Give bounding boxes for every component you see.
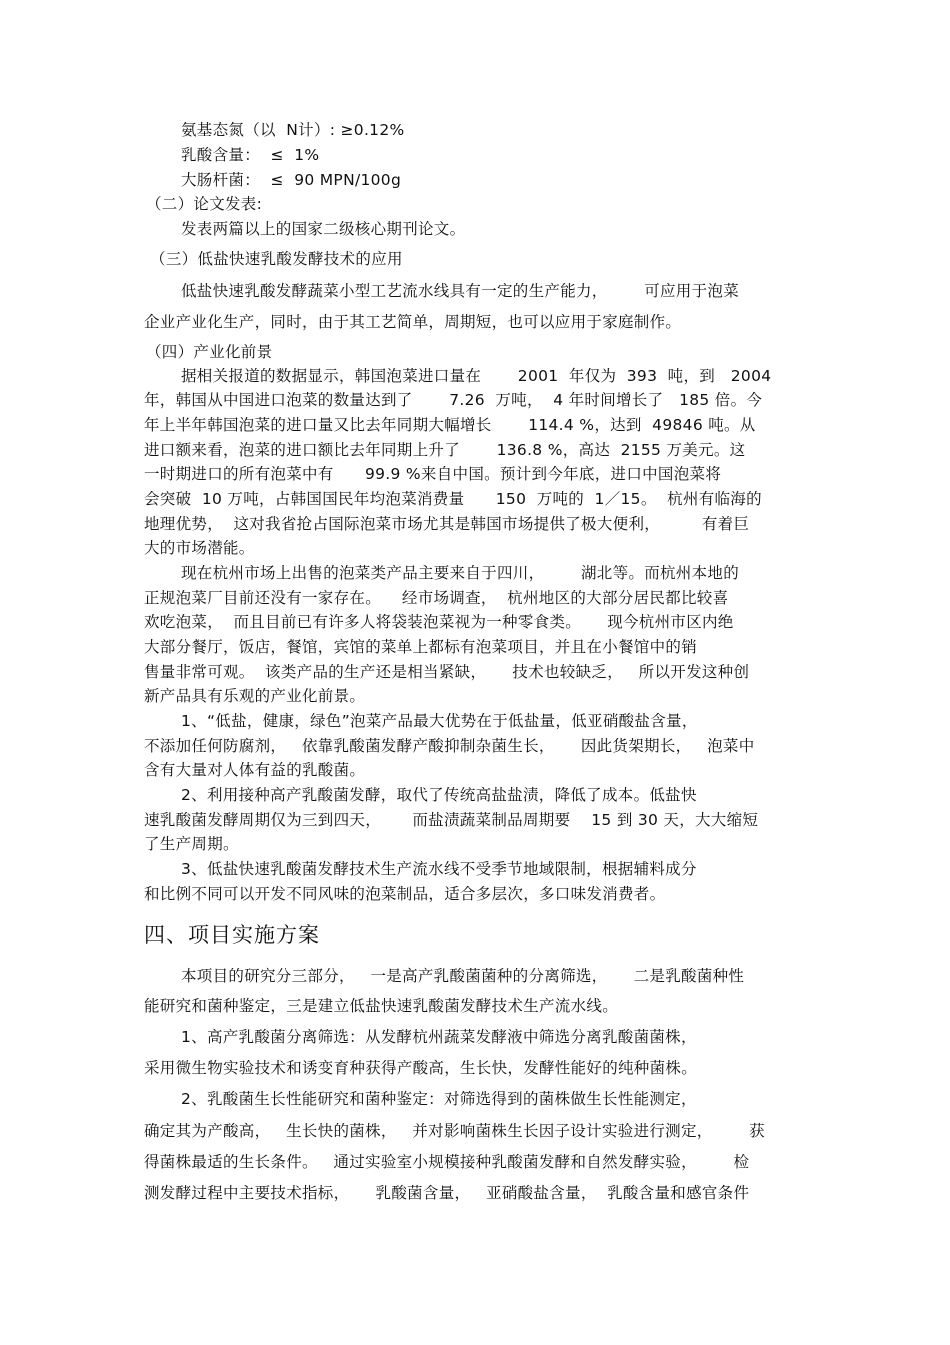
quality-coliform: 大肠杆菌： ≤ 90 MPN/100g xyxy=(181,171,402,189)
section-4-para1-line: 大的市场潜能。 xyxy=(144,539,255,557)
point-2-line: 了生产周期。 xyxy=(144,835,239,853)
chapter-4-item-1-line: 1、高产乳酸菌分离筛选：从发酵杭州蔬菜发酵液中筛选分离乳酸菌菌株， xyxy=(181,1028,697,1046)
section-4-para1-line: 进口额来看，泡菜的进口额比去年同期上升了 136.8 %，高达 2155 万美元。这 xyxy=(144,441,746,459)
section-4-title: （四）产业化前景 xyxy=(146,343,273,361)
chapter-4-item-2-line: 2、乳酸菌生长性能研究和菌种鉴定：对筛选得到的菌株做生长性能测定， xyxy=(181,1090,697,1108)
chapter-4-intro-line: 能研究和菌种鉴定，三是建立低盐快速乳酸菌发酵技术生产流水线。 xyxy=(144,997,619,1015)
section-4-para1-line: 年上半年韩国泡菜的进口量又比去年同期大幅增长 114.4 %，达到 49846 吨。从 xyxy=(144,416,756,434)
section-4-para1-line: 会突破 10 万吨，占韩国国民年均泡菜消费量 150 万吨的 1／15。 杭州有临海的 xyxy=(144,490,762,508)
section-4-para2-line: 大部分餐厅，饭店，餐馆，宾馆的菜单上都标有泡菜项目，并且在小餐馆中的销 xyxy=(144,638,698,656)
section-3-title: （三）低盐快速乳酸发酵技术的应用 xyxy=(150,250,403,268)
chapter-4-item-2-line: 确定其为产酸高， 生长快的菌株， 并对影响菌株生长因子设计实验进行测定， 获 xyxy=(144,1122,765,1140)
section-2-text: 发表两篇以上的国家二级核心期刊论文。 xyxy=(181,220,466,238)
quality-amino-nitrogen: 氨基态氮（以 N计）: ≥0.12% xyxy=(181,121,405,139)
point-2-line: 速乳酸菌发酵周期仅为三到四天， 而盐渍蔬菜制品周期要 15 到 30 天，大大缩短 xyxy=(144,811,759,829)
chapter-4-item-2-line: 得菌株最适的生长条件。 通过实验室小规模接种乳酸菌发酵和自然发酵实验， 检 xyxy=(144,1153,750,1171)
chapter-4-item-2-line: 测发酵过程中主要技术指标， 乳酸菌含量， 亚硝酸盐含量， 乳酸含量和感官条件 xyxy=(144,1184,750,1202)
section-3-line: 企业产业化生产，同时，由于其工艺简单，周期短，也可以应用于家庭制作。 xyxy=(144,313,682,331)
point-2-line: 2、利用接种高产乳酸菌发酵，取代了传统高盐盐渍，降低了成本。低盐快 xyxy=(181,786,697,804)
chapter-4-heading: 四、项目实施方案 xyxy=(144,923,320,947)
section-4-para2-line: 售量非常可观。 该类产品的生产还是相当紧缺， 技术也较缺乏， 所以开发这种创 xyxy=(144,663,750,681)
section-4-para2-line: 现在杭州市场上出售的泡菜类产品主要来自于四川， 湖北等。而杭州本地的 xyxy=(181,564,739,582)
point-3-line: 3、低盐快速乳酸菌发酵技术生产流水线不受季节地域限制，根据辅料成分 xyxy=(181,860,697,878)
section-4-para1-line: 年，韩国从中国进口泡菜的数量达到了 7.26 万吨， 4 年时间增长了 185 倍。今 xyxy=(144,391,763,409)
quality-lactic-acid: 乳酸含量： ≤ 1% xyxy=(181,146,320,164)
section-4-para1-line: 地理优势， 这对我省抢占国际泡菜市场尤其是韩国市场提供了极大便利， 有着巨 xyxy=(144,515,750,533)
section-4-para1-line: 据相关报道的数据显示，韩国泡菜进口量在 2001 年仅为 393 吨，到 2004 xyxy=(181,367,772,385)
chapter-4-item-1-line: 采用微生物实验技术和诱变育种获得产酸高，生长快，发酵性能好的纯种菌株。 xyxy=(144,1059,698,1077)
chapter-4-intro-line: 本项目的研究分三部分， 一是高产乳酸菌菌种的分离筛选， 二是乳酸菌种性 xyxy=(181,967,745,985)
section-4-para2-line: 新产品具有乐观的产业化前景。 xyxy=(144,687,366,705)
section-3-line: 低盐快速乳酸发酵蔬菜小型工艺流水线具有一定的生产能力， 可应用于泡菜 xyxy=(181,282,739,300)
point-1-line: 不添加任何防腐剂， 依靠乳酸菌发酵产酸抑制杂菌生长， 因此货架期长， 泡菜中 xyxy=(144,737,755,755)
section-2-title: （二）论文发表: xyxy=(146,195,263,213)
section-4-para1-line: 一时期进口的所有泡菜中有 99.9 %来自中国。预计到今年底，进口中国泡菜将 xyxy=(144,465,722,483)
point-1-line: 1、“低盐，健康，绿色”泡菜产品最大优势在于低盐量，低亚硝酸盐含量， xyxy=(181,712,698,730)
point-3-line: 和比例不同可以开发不同风味的泡菜制品，适合多层次，多口味发消费者。 xyxy=(144,885,666,903)
point-1-line: 含有大量对人体有益的乳酸菌。 xyxy=(144,761,366,779)
section-4-para2-line: 正规泡菜厂目前还没有一家存在。 经市场调查， 杭州地区的大部分居民都比较喜 xyxy=(144,589,729,607)
section-4-para2-line: 欢吃泡菜， 而且目前已有许多人将袋装泡菜视为一种零食类。 现今杭州市区内绝 xyxy=(144,613,734,631)
